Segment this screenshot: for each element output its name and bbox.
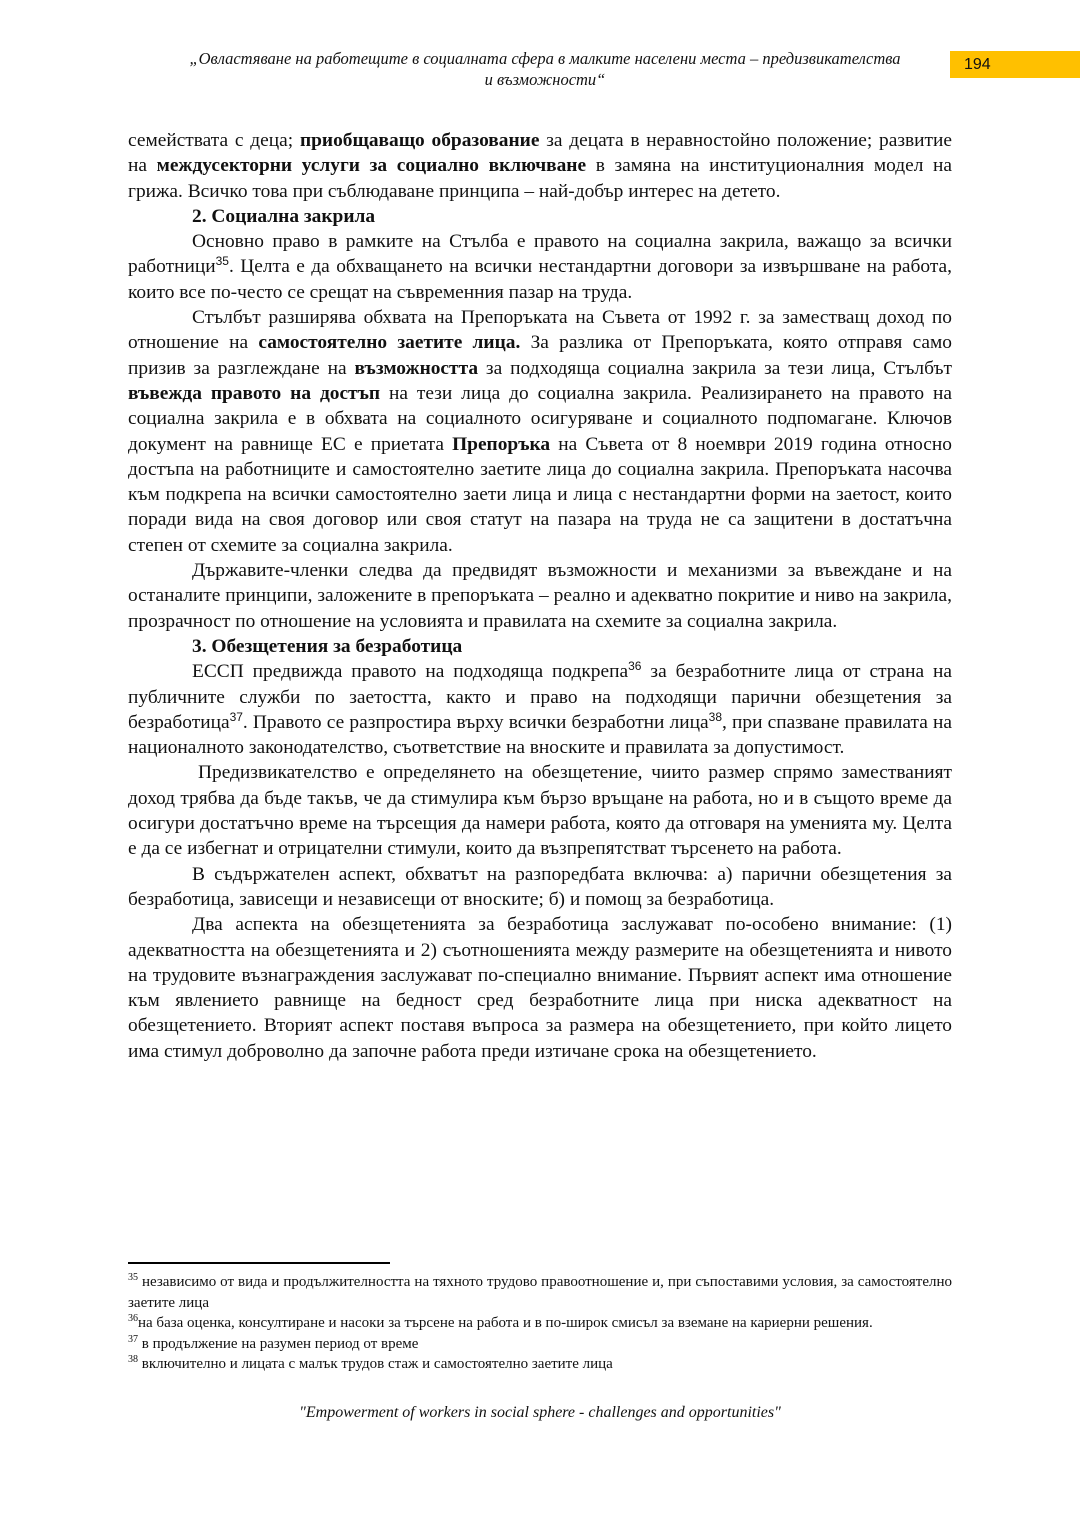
text-run: за подходяща социална закрила за тези лица, Стълбът	[478, 357, 952, 379]
text-run: Стълбът разширява обхвата на Препоръката на Съвета от 1992 г. за заместващ доход по отношение на	[128, 307, 952, 354]
bold-run: въвежда правото на достъп	[128, 382, 381, 404]
paragraph-4: Държавите-членки следва да предвидят възможности и механизми за въвеждане и на останалите принципи, заложените в препоръката – реално и адекватно покритие и ниво на закрила, прозрачност по отношение на условията и правилата на схемите за социална закрила.	[128, 560, 952, 632]
text-run: . Целта е да обхващането на всички нестандартни договори за извършване на работа, които все по-често се срещат на съвременния пазар на труда.	[128, 256, 952, 303]
section-heading-2: 2. Социална закрила	[192, 205, 376, 227]
text-run: Основно право в рамките на Стълба е правото на социална закрила, важащо за всички работници	[128, 231, 952, 278]
footnote-37	[128, 1334, 952, 1355]
main-text	[128, 128, 952, 1064]
footnote-number: 38	[128, 1354, 138, 1365]
text-run: семействата с деца;	[128, 130, 300, 151]
footnote-36	[128, 1313, 952, 1334]
paragraph-2	[128, 229, 952, 305]
text-run: за децата в неравностойно положение; развитие на	[128, 130, 952, 177]
bold-run: междусекторни услуги за социално включване	[156, 155, 587, 177]
footnote-ref-38[interactable]: 38	[708, 709, 722, 724]
footnote-number: 36	[128, 1313, 138, 1324]
footnote-number: 35	[128, 1272, 138, 1283]
running-footer: "Empowerment of workers in social sphere - challenges and opportunities"	[299, 1404, 781, 1421]
paragraph-5	[128, 659, 952, 760]
text-run: , при спазване правилата на националното законодателство, съответствие на вноските и правилата за допустимост.	[128, 711, 952, 759]
bold-run: самостоятелно заетите лица.	[258, 332, 521, 354]
footnote-35	[128, 1272, 952, 1313]
section-heading-3: 3. Обезщетения за безработица	[192, 635, 463, 657]
footnote-text: независимо от вида и продължителността на тяхното трудово правоотношение и, при съпоставими условия, за самостоятелно заетите лица	[128, 1274, 952, 1311]
text-run: в замяна на институционалния модел на грижа. Всичко това при съблюдаване принципа – най-добър интерес на детето.	[128, 155, 952, 202]
footnote-separator	[128, 1262, 390, 1264]
text-run: . Правото се разпростира върху всички безработни лица	[242, 711, 709, 733]
footnote-text: в продължение на разумен период от време	[138, 1335, 419, 1352]
paragraph-6: Предизвикателство е определянето на обезщетение, чиито размер спрямо заместваният доход трябва да бъде такъв, че да стимулира към бързо връщане на работа, но и в същото време да осигури достатъчно време на търсещия да намери работа, която да отговаря на уменията му. Целта е да се избегнат и отрицателни стимули, които да възпрепятстват търсенето на работа.	[128, 762, 952, 860]
footnotes	[128, 1272, 952, 1375]
running-header	[140, 48, 950, 90]
footnote-ref-36[interactable]: 36	[628, 659, 642, 674]
text-run: ЕССП предвижда правото на подходяща подкрепа	[192, 661, 629, 683]
bold-run: възможността	[354, 357, 479, 379]
header-title-line1: „Овластяване на работещите в социалната сфера в малките населени места – предизвикателства	[189, 49, 901, 68]
header-title-line2: и възможности“	[484, 70, 606, 89]
text-run: За разлика от Препоръката, която отправя само призив за разглеждане на	[128, 332, 952, 379]
footnote-38	[128, 1354, 952, 1375]
text-run: на Съвета от 8 ноември 2019 година относно достъпа на работниците и самостоятелно заетите лица до социална закрила. Препоръката насочва към подкрепа на всички самостоятелно заети лица и лица с нестандартни форми на заетост, които поради вида на своя договор или своя статут на пазара на труда не са защитени в достатъчна степен от схемите за социална закрила.	[128, 433, 952, 556]
page-number-badge: 194	[950, 51, 1080, 78]
text-run: на тези лица до социална закрила. Реализирането на правото на социална закрила е в обхвата на социалното осигуряване и социалното подпомагане. Ключов документ на равнище ЕС е приетата	[128, 382, 952, 455]
footnote-number: 37	[128, 1333, 138, 1345]
paragraph-3	[128, 305, 952, 558]
paragraph-1	[128, 128, 952, 204]
footnote-text: включително и лицата с малък трудов стаж и самостоятелно заетите лица	[138, 1356, 613, 1372]
bold-run: приобщаващо образование	[299, 130, 540, 151]
paragraph-8: Два аспекта на обезщетенията за безработица заслужават по-особено внимание: (1) адекватността на обезщетенията и 2) съотношенията между размерите на обезщетенията и нивото на трудовите възнаграждения заслужават по-специално внимание. Първият аспект има отношение към явлението равнище на бедност сред безработните лица при ниска адекватност на обезщетението. Вторият аспект поставя въпроса за размера на обезщетението, при който лицето има стимул доброволно да започне работа преди изтичане срока на обезщетението.	[128, 914, 952, 1062]
paragraph-7: В съдържателен аспект, обхватът на разпоредбата включва: а) парични обезщетения за безработица, зависещи и независещи от вноските; б) и помощ за безработица.	[128, 863, 952, 910]
bold-run: Препоръка	[452, 433, 551, 455]
text-run: за безработните лица от страна на публичните служби по заетостта, както и право на подходящи парични обезщетения за безработица	[128, 661, 953, 733]
footnote-text: на база оценка, консултиране и насоки за търсене на работа и в по-широк смисъл за вземане на кариерни решения.	[138, 1315, 873, 1331]
footnote-ref-35[interactable]: 35	[215, 254, 229, 269]
footnote-ref-37[interactable]: 37	[229, 709, 243, 724]
